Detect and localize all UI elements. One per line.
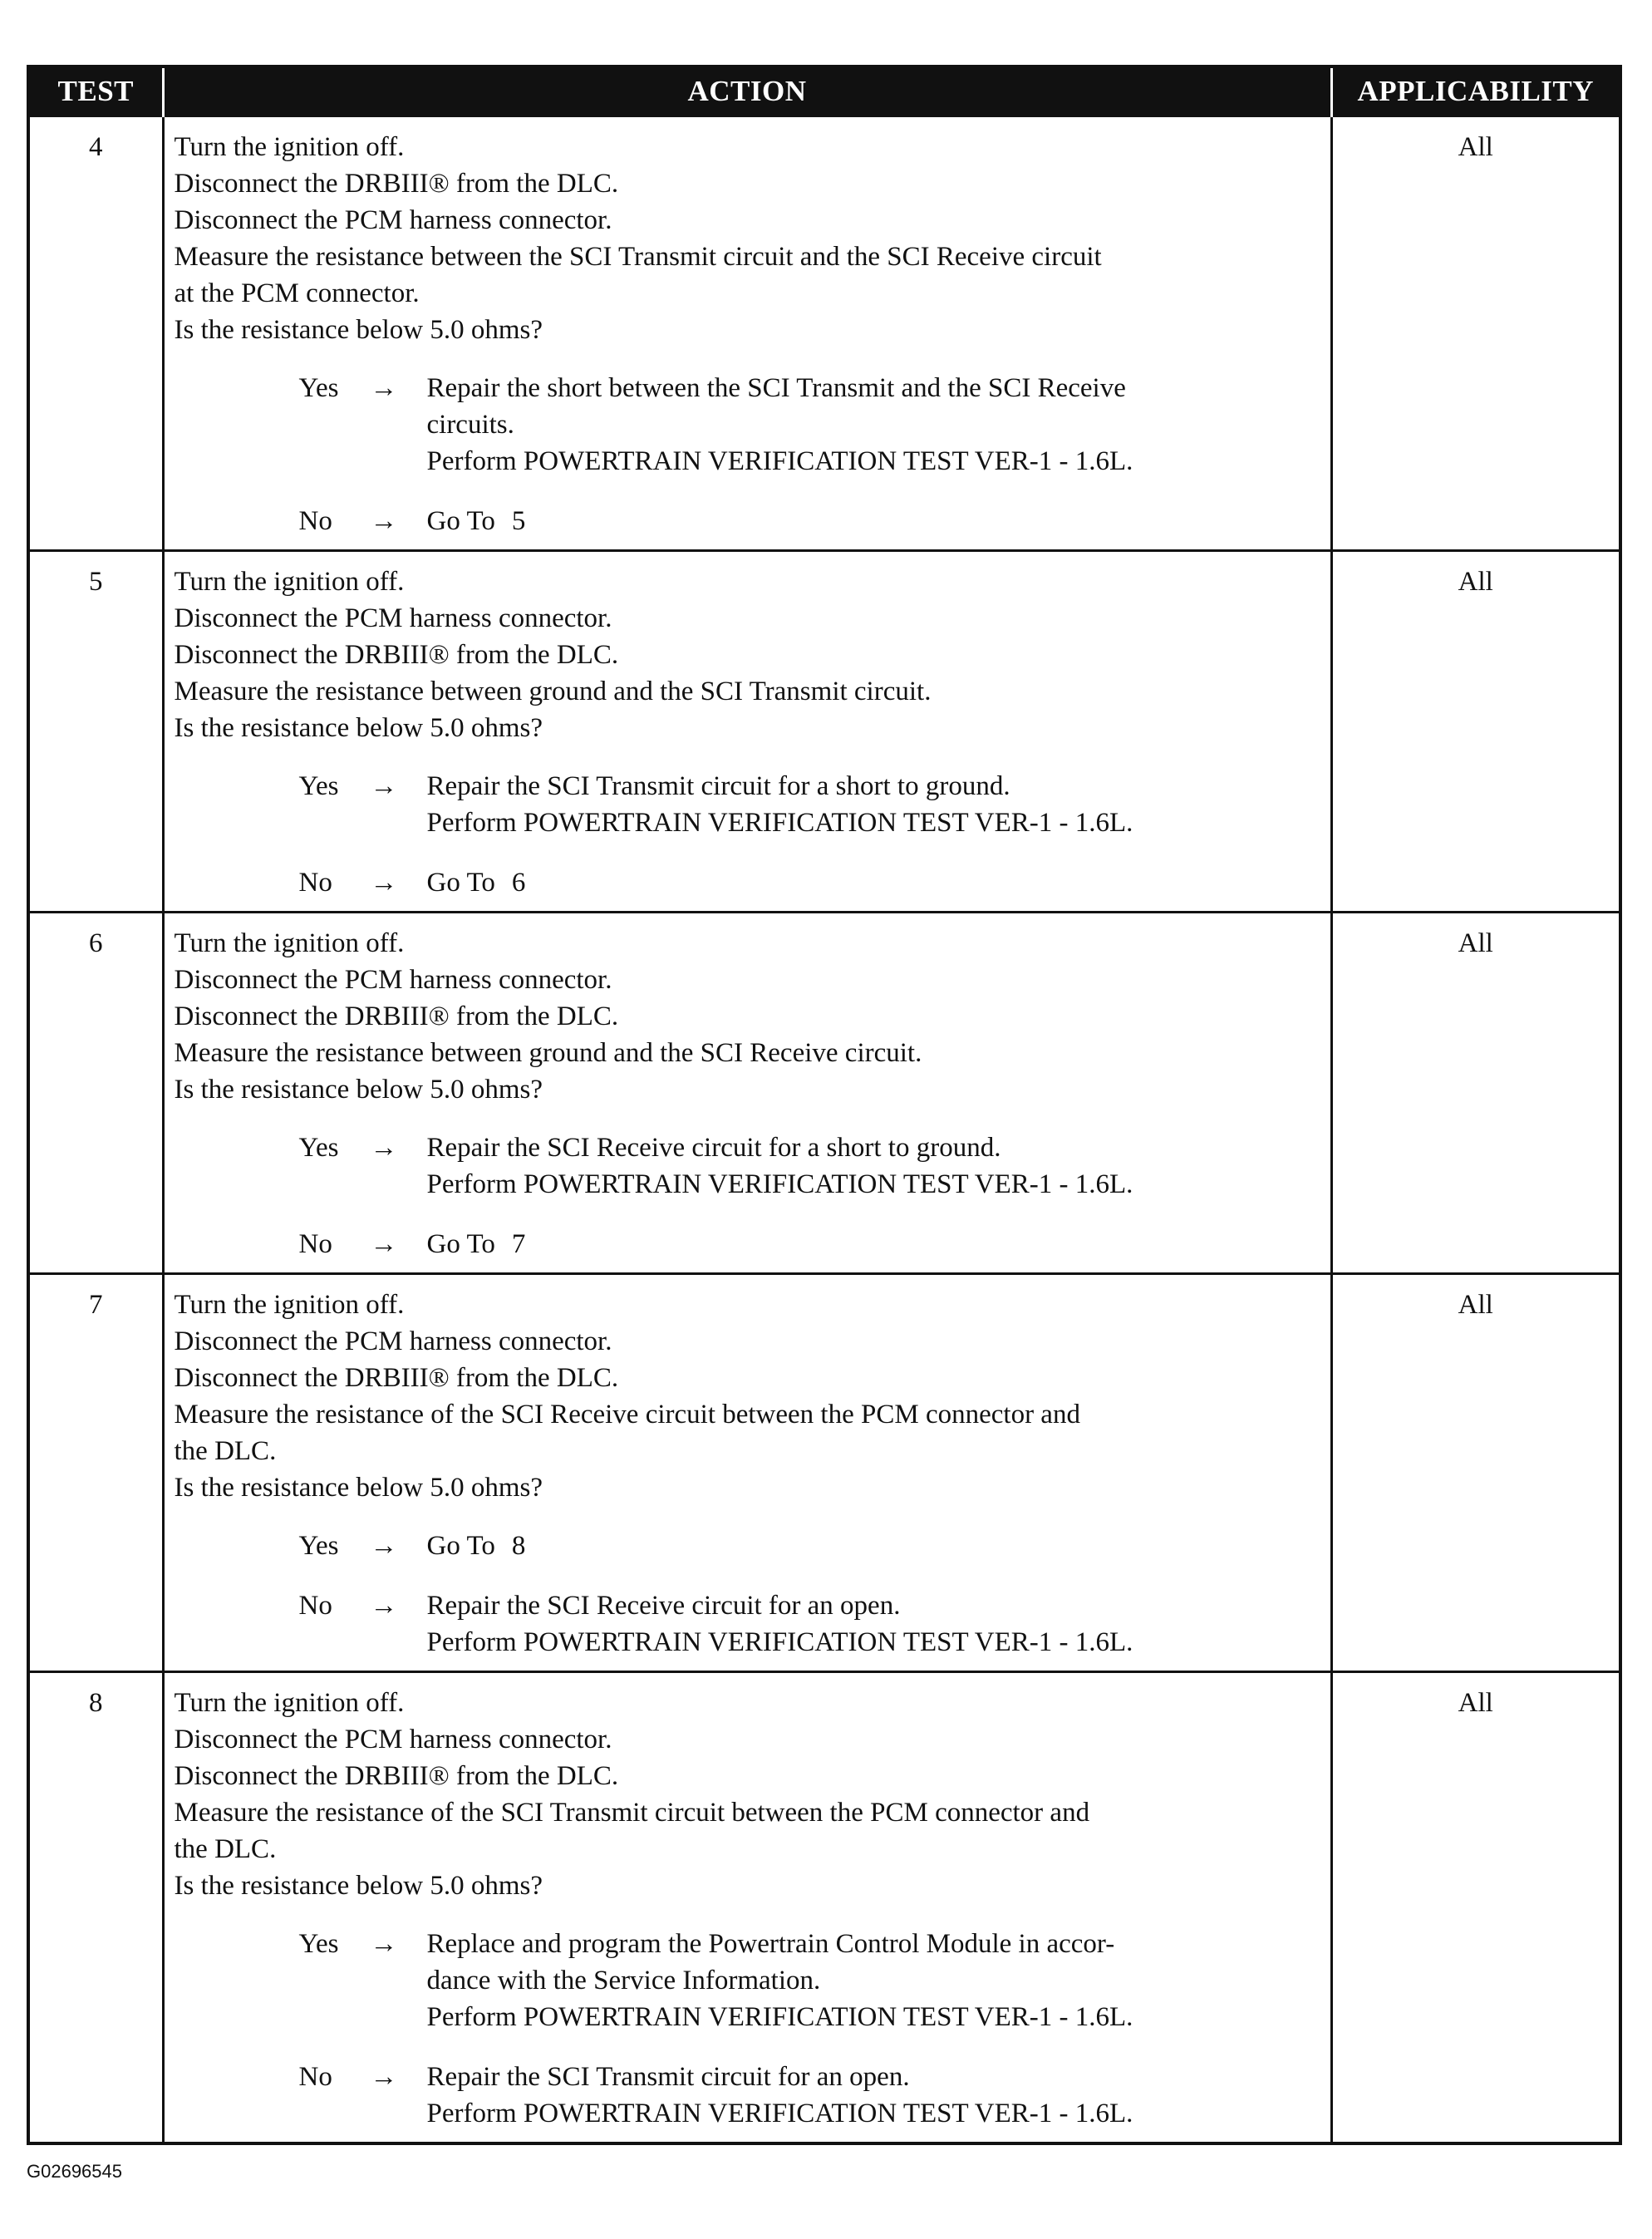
action-step-line: Measure the resistance between the SCI Transmit circuit and the SCI Receive circuit [174,242,1102,272]
action-step-line: Disconnect the PCM harness connector. [174,965,612,995]
applicability-value: All [1331,913,1620,1274]
answer-yes [299,1926,1322,2035]
table-header-row [28,66,1620,116]
answer-text [427,1587,1322,1661]
applicability-value: All [1331,1672,1620,2144]
answer-text [427,1528,1322,1564]
answer-text-line: Perform POWERTRAIN VERIFICATION TEST VER-1 - 1.6L. [426,2099,1133,2128]
action-step-line: Disconnect the DRBIII® from the DLC. [174,640,619,670]
applicability-value: All [1331,116,1620,551]
answer-list [175,768,1322,901]
test-number: 4 [28,116,163,551]
answer-text-line [427,1226,1322,1262]
table-row [28,1672,1620,2144]
test-procedure-table [27,65,1622,2145]
arrow-right-icon: → [370,1133,398,1163]
answer-no [299,2059,1322,2132]
answer-no [299,503,1322,539]
test-number: 8 [28,1672,163,2144]
answer-label: Yes [298,1133,339,1163]
action-steps [175,925,1322,1108]
arrow-right-icon: → [370,1531,398,1561]
answer-text-line: Perform POWERTRAIN VERIFICATION TEST VER-1 - 1.6L. [426,1627,1133,1657]
table-row [28,551,1620,913]
goto-label: Go To [426,868,495,898]
arrow-right-icon: → [370,1229,398,1259]
action-step-line: the DLC. [174,1436,277,1466]
answer-text [427,1926,1322,2035]
action-steps [175,563,1322,746]
action-step-line: Turn the ignition off. [174,928,405,958]
action-step-line: at the PCM connector. [174,278,420,308]
answer-no [299,1587,1322,1661]
action-step-line: Disconnect the PCM harness connector. [174,603,612,633]
applicability-value: All [1331,551,1620,913]
action-steps [175,1685,1322,1904]
test-number: 7 [28,1274,163,1672]
answer-text-line [427,1528,1322,1564]
answer-text-line: circuits. [426,410,514,440]
arrow-right-icon: → [370,771,398,801]
answer-text [427,1226,1322,1262]
arrow-right-icon: → [370,2062,398,2092]
action-cell [163,1672,1331,2144]
applicability-value: All [1331,1274,1620,1672]
answer-yes [299,768,1322,841]
answer-label: No [298,1591,332,1621]
answer-list [175,1129,1322,1262]
answer-yes [299,1528,1322,1564]
action-step-line: Disconnect the PCM harness connector. [174,205,612,235]
answer-text-line: Repair the SCI Transmit circuit for an open. [426,2062,910,2092]
answer-text-line [427,864,1322,901]
answer-text-line: Repair the SCI Receive circuit for an open. [426,1591,901,1621]
answer-label: Yes [298,771,339,801]
action-step-line: Is the resistance below 5.0 ohms? [174,1871,543,1901]
goto-test-link[interactable]: 8 [511,1531,526,1561]
answer-text [427,503,1322,539]
goto-test-link[interactable]: 7 [511,1229,526,1259]
header-test: TEST [28,66,163,116]
table-body [28,116,1620,2144]
answer-text-line: Perform POWERTRAIN VERIFICATION TEST VER-1 - 1.6L. [426,2002,1133,2032]
action-step-line: Disconnect the DRBIII® from the DLC. [174,1761,619,1791]
action-cell [163,913,1331,1274]
answer-text [427,2059,1322,2132]
answer-list [175,1926,1322,2132]
action-step-line: Disconnect the PCM harness connector. [174,1326,612,1356]
answer-label: Yes [298,1531,339,1561]
answer-text-line [427,503,1322,539]
answer-list [175,370,1322,539]
table-row [28,913,1620,1274]
action-step-line: Measure the resistance between ground and the SCI Receive circuit. [174,1038,922,1068]
answer-text-line: Perform POWERTRAIN VERIFICATION TEST VER-1 - 1.6L. [426,446,1133,476]
table-row [28,116,1620,551]
arrow-right-icon: → [370,1929,398,1959]
answer-text [427,370,1322,480]
action-cell [163,1274,1331,1672]
answer-text-line: Repair the SCI Receive circuit for a short to ground. [426,1133,1001,1163]
action-step-line: Is the resistance below 5.0 ohms? [174,315,543,345]
answer-label: No [298,1229,332,1259]
goto-label: Go To [426,1531,495,1561]
test-number: 5 [28,551,163,913]
action-step-line: Is the resistance below 5.0 ohms? [174,713,543,743]
action-step-line: Turn the ignition off. [174,1688,405,1718]
goto-test-link[interactable]: 6 [511,868,526,898]
action-step-line: Turn the ignition off. [174,1290,405,1320]
action-step-line: Turn the ignition off. [174,132,405,162]
answer-no [299,1226,1322,1262]
arrow-right-icon: → [370,373,398,403]
action-steps [175,129,1322,348]
answer-text-line: dance with the Service Information. [426,1966,821,1995]
answer-text [427,768,1322,841]
answer-no [299,864,1322,901]
answer-text [427,864,1322,901]
answer-label: No [298,2062,332,2092]
goto-test-link[interactable]: 5 [511,506,526,536]
answer-yes [299,370,1322,480]
table-row [28,1274,1620,1672]
answer-label: Yes [298,1929,339,1959]
action-step-line: Disconnect the PCM harness connector. [174,1725,612,1754]
header-applicability: APPLICABILITY [1331,66,1620,116]
answer-text [427,1129,1322,1203]
action-step-line: the DLC. [174,1834,277,1864]
action-step-line: Measure the resistance of the SCI Transmit circuit between the PCM connector and [174,1798,1090,1828]
action-step-line: Measure the resistance between ground and the SCI Transmit circuit. [174,677,932,706]
goto-label: Go To [426,506,495,536]
answer-list [175,1528,1322,1661]
action-cell [163,116,1331,551]
answer-text-line: Replace and program the Powertrain Control Module in accor- [426,1929,1115,1959]
answer-label: No [298,506,332,536]
action-steps [175,1287,1322,1506]
answer-text-line: Perform POWERTRAIN VERIFICATION TEST VER-1 - 1.6L. [426,1169,1133,1199]
answer-label: No [298,868,332,898]
answer-text-line: Repair the SCI Transmit circuit for a short to ground. [426,771,1010,801]
action-step-line: Disconnect the DRBIII® from the DLC. [174,1363,619,1393]
test-number: 6 [28,913,163,1274]
figure-id: G02696545 [27,2161,122,2182]
action-cell [163,551,1331,913]
action-step-line: Is the resistance below 5.0 ohms? [174,1473,543,1503]
action-step-line: Turn the ignition off. [174,567,405,597]
answer-text-line: Repair the short between the SCI Transmit and the SCI Receive [426,373,1126,403]
action-step-line: Measure the resistance of the SCI Receive circuit between the PCM connector and [174,1400,1080,1430]
answer-label: Yes [298,373,339,403]
answer-text-line: Perform POWERTRAIN VERIFICATION TEST VER-1 - 1.6L. [426,808,1133,838]
arrow-right-icon: → [370,1591,398,1621]
arrow-right-icon: → [370,506,398,536]
arrow-right-icon: → [370,868,398,898]
action-step-line: Disconnect the DRBIII® from the DLC. [174,169,619,199]
action-step-line: Is the resistance below 5.0 ohms? [174,1075,543,1105]
goto-label: Go To [426,1229,495,1259]
header-action: ACTION [163,66,1331,116]
answer-yes [299,1129,1322,1203]
action-step-line: Disconnect the DRBIII® from the DLC. [174,1001,619,1031]
